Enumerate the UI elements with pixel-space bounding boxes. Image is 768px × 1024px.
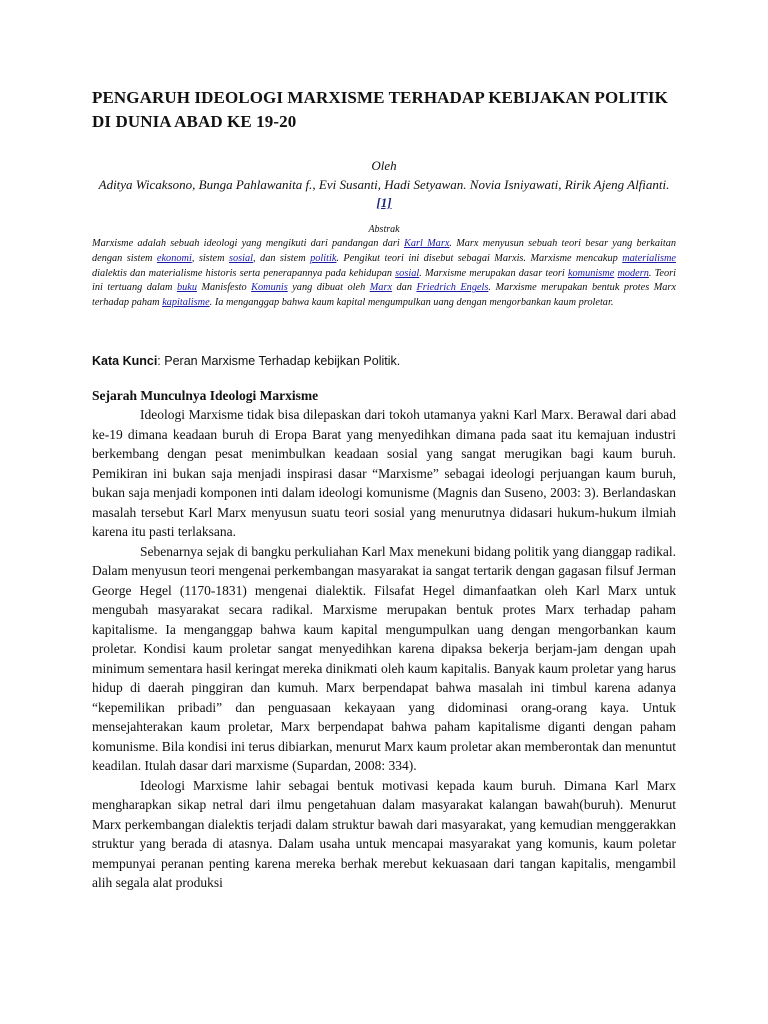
link-modern[interactable]: modern bbox=[617, 267, 649, 279]
abstract-segment: . Marxisme merupakan bentuk protes Marx terhadap paham bbox=[92, 282, 677, 309]
abstract-segment: . Ia menganggap bahwa kaum kapital mengumpulkan uang dengan mengorbankan kaum proletar. bbox=[209, 297, 614, 309]
keywords-line bbox=[92, 352, 676, 370]
document-title: PENGARUH IDEOLOGI MARXISME TERHADAP KEBIJAKAN POLITIK DI DUNIA ABAD KE 19-20 bbox=[92, 88, 668, 131]
link-komunis[interactable]: Komunis bbox=[251, 282, 288, 294]
link-friedrich-engels[interactable]: Friedrich Engels bbox=[416, 282, 489, 294]
abstract-segment: , sistem bbox=[191, 252, 229, 264]
abstract-segment: . Pengikut teori ini disebut sebagai Marxis. Marxisme mencakup bbox=[336, 252, 623, 264]
link-sosial-2[interactable]: sosial bbox=[395, 267, 420, 279]
body-paragraph-2: Sebenarnya sejak di bangku perkuliahan Karl Max menekuni bidang politik yang dianggap radikal. Dalam menyusun teori mengenai perkembangan masyarakat ia sangat tertarik dengan gagasan filsuf Jerman George Hegel (1170-1831) mengenai dialektik. Filsafat Hegel dimanfaatkan oleh Karl Marx untuk mengubah masyarakat secara radikal. Marxisme merupakan bentuk protes Marx terhadap paham kapitalisme. Ia menganggap bahwa kaum kapital mengumpulkan uang dengan mengorbankan kaum proletar. Kondisi kaum proletar sangat menyedihkan karena dipaksa bekerja berjam-jam dengan upah minimum sementara hasil keringat mereka dinikmati oleh kaum kapitalis. Banyak kaum proletar yang harus hidup di daerah pinggiran dan kumuh. Marx berpendapat bahwa masalah ini timbul karena adanya “kepemilikan pribadi” dan penguasaan kekayaan yang didominasi orang-orang kaya. Untuk mensejahterakan kaum proletar, Marx berpendapat bahwa paham kapitalisme diganti dengan paham komunisme. Bila kondisi ini terus dibiarkan, menurut Marx kaum proletar akan memberontak dan menuntut keadilan. Itulah dasar dari marxisme (Supardan, 2008: 334). bbox=[92, 543, 676, 773]
author-list bbox=[92, 176, 676, 212]
body-paragraph-3: Ideologi Marxisme lahir sebagai bentuk motivasi kepada kaum buruh. Dimana Karl Marx mengharapkan sikap netral dari ilmu pengetahuan dalam masyarakat kalangan bawah(buruh). Menurut Marx perkembangan dialektis terjadi dalam struktur bawah dari masyarakat, yang kemudian menggerakkan struktur yang berada di atasnya. Dalam usaha untuk mencapai masyarakat yang komunis, kaum poletar mempunyai peranan penting karena mereka berhak merebut kekuasaan dari tangan kapitalis, mengambil alih segala alat produksi bbox=[92, 777, 676, 890]
abstract-segment: Manisfesto bbox=[196, 282, 252, 294]
link-materialisme[interactable]: materialisme bbox=[622, 252, 676, 264]
link-marx[interactable]: Marx bbox=[369, 282, 393, 294]
abstract-segment: . Marxisme merupakan dasar teori bbox=[419, 267, 568, 279]
abstract-segment: dan bbox=[392, 282, 417, 294]
abstract-segment: Marxisme adalah sebuah ideologi yang mengikuti dari pandangan dari bbox=[92, 238, 404, 249]
abstract-segment: . Marx menyusun sebuah teori besar yang berkaitan dengan sistem bbox=[92, 238, 676, 264]
link-ekonomi[interactable]: ekonomi bbox=[156, 252, 192, 264]
link-karl-marx[interactable]: Karl Marx bbox=[403, 238, 450, 249]
link-komunisme[interactable]: komunisme bbox=[567, 267, 615, 279]
abstract-label: Abstrak bbox=[368, 224, 400, 235]
section-heading: Sejarah Munculnya Ideologi Marxisme bbox=[92, 388, 319, 403]
author-names: Aditya Wicaksono, Bunga Pahlawanita f., Evi Susanti, Hadi Setyawan. Novia Isniyawati, Ririk Ajeng Alfianti. bbox=[98, 177, 670, 192]
abstract-segment: yang dibuat oleh bbox=[287, 282, 370, 294]
abstract-segment: , dan sistem bbox=[253, 252, 311, 264]
link-sosial[interactable]: sosial bbox=[229, 252, 254, 264]
link-politik[interactable]: politik bbox=[310, 252, 337, 264]
link-kapitalisme[interactable]: kapitalisme bbox=[162, 297, 210, 309]
abstract-text bbox=[92, 237, 676, 311]
keywords-label: Kata Kunci bbox=[92, 354, 158, 368]
section-body bbox=[92, 405, 676, 893]
body-paragraph-1: Ideologi Marxisme tidak bisa dilepaskan dari tokoh utamanya yakni Karl Marx. Berawal dari abad ke-19 dimana keadaan buruh di Eropa Barat yang menyedihkan dimana pada saat itu kemajuan industri berkembang dengan pesat menimbulkan keadaan sosial yang sangat merugikan bagi kaum buruh. Pemikiran ini bukan saja menjadi inspirasi dasar “Marxisme” sebagai ideologi perjuangan kaum buruh, bukan saja menjadi komponen inti dalam ideologi komunisme (Magnis dan Suseno, 2003: 3). Berlandaskan masalah tersebut Karl Marx menyusun suatu teori sosial yang menurutnya didasari hukum-hukum ilmiah karena itu pasti terlaksana. bbox=[92, 407, 676, 539]
abstract-segment: dialektis dan materialisme historis serta penerapannya pada kehidupan bbox=[92, 267, 396, 279]
link-buku[interactable]: buku bbox=[176, 282, 197, 294]
byline-label: Oleh bbox=[371, 158, 397, 173]
keywords-value: : Peran Marxisme Terhadap kebijkan Politik. bbox=[157, 354, 401, 368]
footnote-link[interactable]: [1] bbox=[376, 195, 392, 210]
abstract-segment: . Teori ini tertuang dalam bbox=[92, 267, 676, 294]
